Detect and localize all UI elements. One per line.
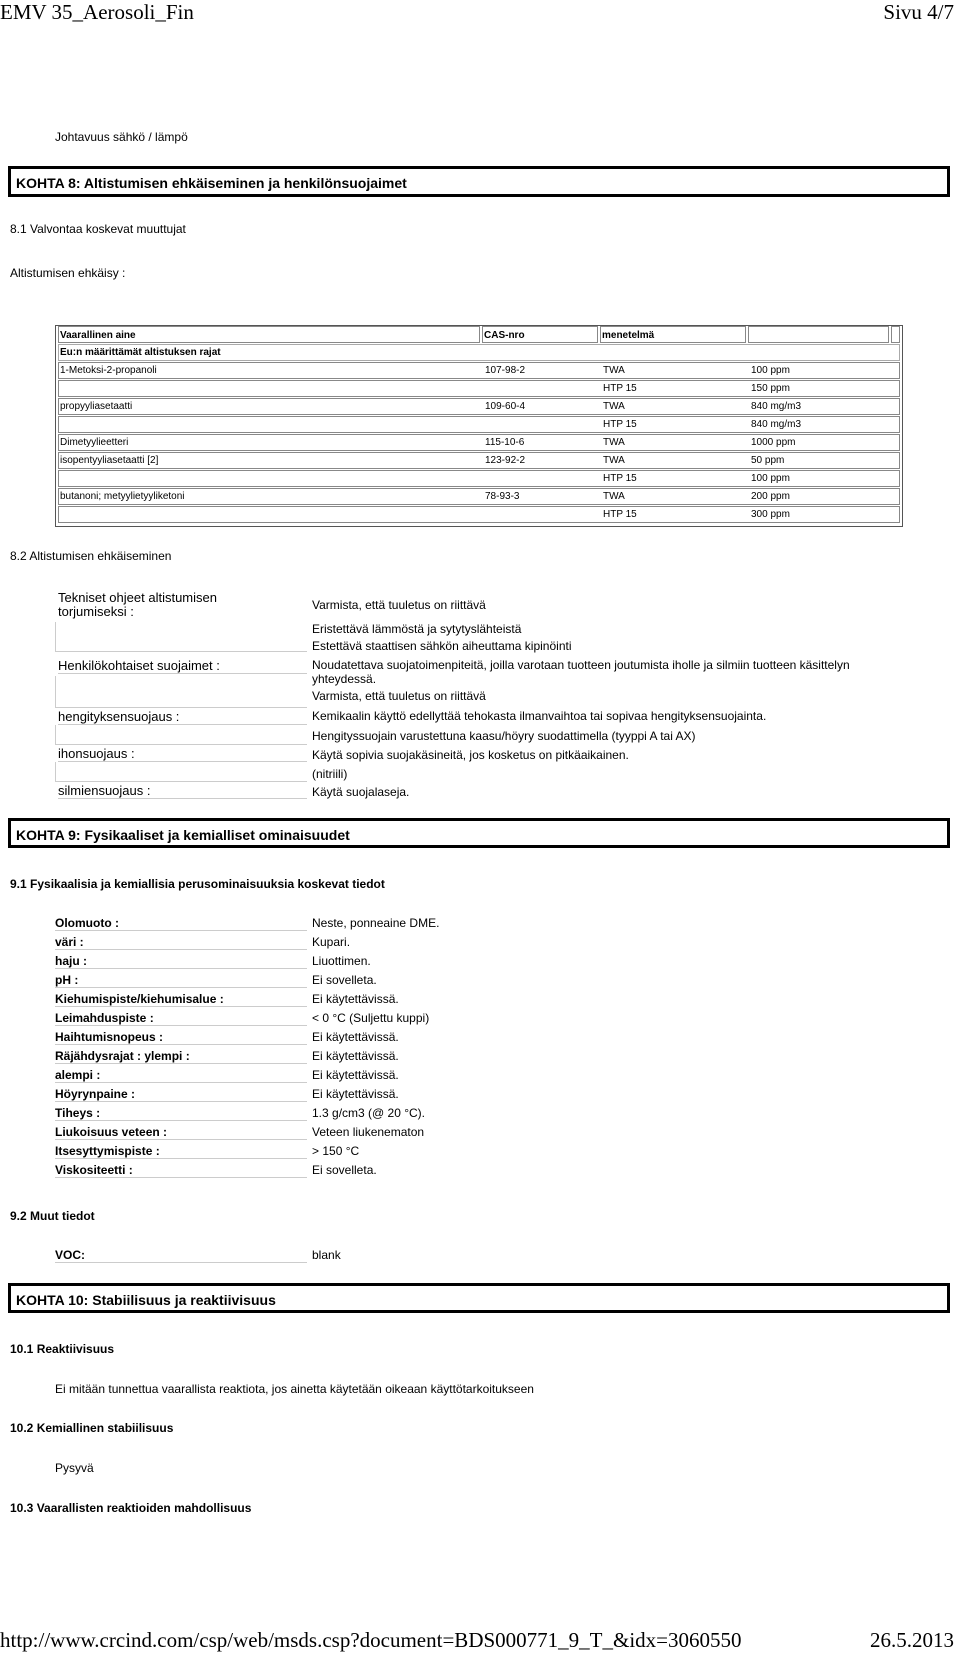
ppe-spacer	[55, 676, 307, 708]
table-row	[58, 452, 900, 469]
table-cell-method: TWA	[603, 401, 625, 412]
table-cell-limit: 300 ppm	[751, 509, 790, 520]
tech-label: Tekniset ohjeet altistumisen torjumiseksi :	[58, 590, 217, 619]
voc-value: blank	[312, 1248, 341, 1262]
table-cell-substance: Dimetyylieetteri	[60, 437, 129, 448]
exposure-label: Altistumisen ehkäisy :	[10, 266, 126, 280]
section-8-header	[8, 166, 950, 197]
table-cell-limit: 840 mg/m3	[751, 401, 802, 412]
ppe-label: Henkilökohtaiset suojaimet :	[58, 658, 307, 674]
property-label: Höyrynpaine :	[55, 1087, 307, 1102]
header-cell-method	[600, 326, 746, 343]
col-header-cas: CAS-nro	[484, 330, 525, 341]
property-label: Itsesyttymispiste :	[55, 1144, 307, 1159]
table-cell-cas: 78-93-3	[485, 491, 520, 502]
table-row	[58, 488, 900, 505]
table-cell-cas: 109-60-4	[485, 401, 526, 412]
section-8-title: KOHTA 8: Altistumisen ehkäiseminen ja henkilönsuojaimet	[16, 175, 407, 191]
section-10-title: KOHTA 10: Stabiilisuus ja reaktiivisuus	[16, 1292, 276, 1308]
ppe-value-3: Varmista, että tuuletus on riittävä	[312, 689, 486, 703]
section-9-header	[8, 818, 950, 848]
table-cell-substance: butanoni; metyylietyyliketoni	[60, 491, 185, 502]
respiratory-value-2: Hengityssuojain varustettuna kaasu/höyry suodattimella (tyyppi A tai AX)	[312, 729, 696, 743]
table-cell-method: TWA	[603, 365, 625, 376]
property-label: väri :	[55, 935, 307, 950]
subsection-10-1: 10.1 Reaktiivisuus	[10, 1342, 115, 1356]
table-cell-method: HTP 15	[603, 473, 637, 484]
tech-value-3: Estettävä staattisen sähkön aiheuttama kipinöinti	[312, 639, 572, 653]
property-value: > 150 °C	[312, 1144, 360, 1158]
skin-value-2: (nitriili)	[312, 767, 348, 781]
property-value: Ei käytettävissä.	[312, 992, 399, 1006]
header-cell-end	[891, 326, 900, 343]
subsection-9-2: 9.2 Muut tiedot	[10, 1209, 95, 1223]
subsection-9-1: 9.1 Fysikaalisia ja kemiallisia perusominaisuuksia koskevat tiedot	[10, 877, 385, 891]
table-cell-method: HTP 15	[603, 509, 637, 520]
intro-text: Johtavuus sähkö / lämpö	[55, 130, 188, 144]
tech-value-1: Varmista, että tuuletus on riittävä	[312, 598, 486, 612]
property-value: < 0 °C (Suljettu kuppi)	[312, 1011, 430, 1025]
respiratory-value-1: Kemikaalin käyttö edellyttää tehokasta ilmanvaihtoa tai sopivaa hengityksensuojainta.	[312, 709, 767, 723]
footer-url: http://www.crcind.com/csp/web/msds.csp?document=BDS000771_9_T_&idx=3060550	[0, 1628, 742, 1652]
property-label: Liukoisuus veteen :	[55, 1125, 307, 1140]
table-cell-substance: propyyliasetaatti	[60, 401, 133, 412]
respiratory-spacer	[55, 725, 307, 745]
section-10-header	[8, 1283, 950, 1313]
table-row	[58, 506, 900, 523]
ppe-value-2: yhteydessä.	[312, 672, 377, 686]
header-cell-empty	[748, 326, 889, 343]
col-header-method: menetelmä	[602, 330, 655, 341]
ppe-value-1: Noudatettava suojatoimenpiteitä, joilla varotaan tuotteen joutumista iholle ja silmiin tuotteen käsittelyn	[312, 658, 850, 672]
property-label: Leimahduspiste :	[55, 1011, 307, 1026]
page-number: Sivu 4/7	[883, 0, 954, 24]
controls-spacer	[55, 622, 307, 652]
property-value: Ei käytettävissä.	[312, 1049, 399, 1063]
table-cell-substance: isopentyyliasetaatti [2]	[60, 455, 159, 466]
table-cell-limit: 150 ppm	[751, 383, 790, 394]
tech-value-2: Eristettävä lämmöstä ja sytytyslähteistä	[312, 622, 522, 636]
table-group-label: Eu:n määrittämät altistuksen rajat	[60, 347, 221, 358]
skin-spacer	[55, 762, 307, 782]
property-label: Olomuoto :	[55, 916, 307, 931]
property-label: Viskositeetti :	[55, 1163, 307, 1178]
header-cell-substance	[58, 326, 480, 343]
table-cell-limit: 100 ppm	[751, 473, 790, 484]
skin-label: ihonsuojaus :	[58, 746, 307, 762]
header-cell-cas	[482, 326, 598, 343]
table-row	[58, 380, 900, 397]
stability-text: Pysyvä	[55, 1461, 94, 1475]
table-cell-cas: 123-92-2	[485, 455, 526, 466]
property-value: Neste, ponneaine DME.	[312, 916, 440, 930]
property-label: Tiheys :	[55, 1106, 307, 1121]
subsection-8-1: 8.1 Valvontaa koskevat muuttujat	[10, 222, 186, 236]
property-value: Ei käytettävissä.	[312, 1030, 399, 1044]
table-row	[58, 416, 900, 433]
footer-date: 26.5.2013	[870, 1628, 954, 1652]
table-cell-limit: 840 mg/m3	[751, 419, 802, 430]
reactivity-text: Ei mitään tunnettua vaarallista reaktiota, jos ainetta käytetään oikeaan käyttötarkoitukseen	[55, 1382, 534, 1396]
property-value: Ei sovelleta.	[312, 973, 377, 987]
eye-label: silmiensuojaus :	[58, 783, 307, 799]
table-cell-method: TWA	[603, 437, 625, 448]
skin-value-1: Käytä sopivia suojakäsineitä, jos kosketus on pitkäaikainen.	[312, 748, 629, 762]
col-header-substance: Vaarallinen aine	[60, 330, 136, 341]
table-row	[58, 434, 900, 451]
table-cell-limit: 1000 ppm	[751, 437, 796, 448]
property-value: Liuottimen.	[312, 954, 371, 968]
section-9-title: KOHTA 9: Fysikaaliset ja kemialliset ominaisuudet	[16, 827, 350, 843]
property-value: Veteen liukenematon	[312, 1125, 425, 1139]
table-cell-limit: 50 ppm	[751, 455, 785, 466]
table-cell-limit: 200 ppm	[751, 491, 790, 502]
voc-label: VOC:	[55, 1248, 307, 1263]
table-row	[58, 398, 900, 415]
table-cell-method: HTP 15	[603, 383, 637, 394]
property-label: Räjähdysrajat : ylempi :	[55, 1049, 307, 1064]
property-value: Ei käytettävissä.	[312, 1087, 399, 1101]
respiratory-label: hengityksensuojaus :	[58, 709, 307, 725]
table-cell-method: TWA	[603, 455, 625, 466]
property-label: pH :	[55, 973, 307, 988]
table-row	[58, 362, 900, 379]
table-cell-method: TWA	[603, 491, 625, 502]
subsection-10-3: 10.3 Vaarallisten reaktioiden mahdollisuus	[10, 1501, 252, 1515]
property-value: Ei käytettävissä.	[312, 1068, 399, 1082]
property-label: alempi :	[55, 1068, 307, 1083]
table-cell-substance: 1-Metoksi-2-propanoli	[60, 365, 157, 376]
table-cell-cas: 107-98-2	[485, 365, 526, 376]
property-value: Ei sovelleta.	[312, 1163, 377, 1177]
table-cell-cas: 115-10-6	[485, 437, 525, 448]
subsection-10-2: 10.2 Kemiallinen stabiilisuus	[10, 1421, 174, 1435]
document-name: EMV 35_Aerosoli_Fin	[0, 0, 194, 24]
property-value: 1.3 g/cm3 (@ 20 °C).	[312, 1106, 426, 1120]
eye-value: Käytä suojalaseja.	[312, 785, 410, 799]
table-row	[58, 470, 900, 487]
table-cell-method: HTP 15	[603, 419, 637, 430]
table-group-row	[58, 344, 900, 361]
property-label: haju :	[55, 954, 307, 969]
property-label: Kiehumispiste/kiehumisalue :	[55, 992, 307, 1007]
property-value: Kupari.	[312, 935, 351, 949]
property-label: Haihtumisnopeus :	[55, 1030, 307, 1045]
subsection-8-2: 8.2 Altistumisen ehkäiseminen	[10, 549, 172, 563]
table-cell-limit: 100 ppm	[751, 365, 790, 376]
